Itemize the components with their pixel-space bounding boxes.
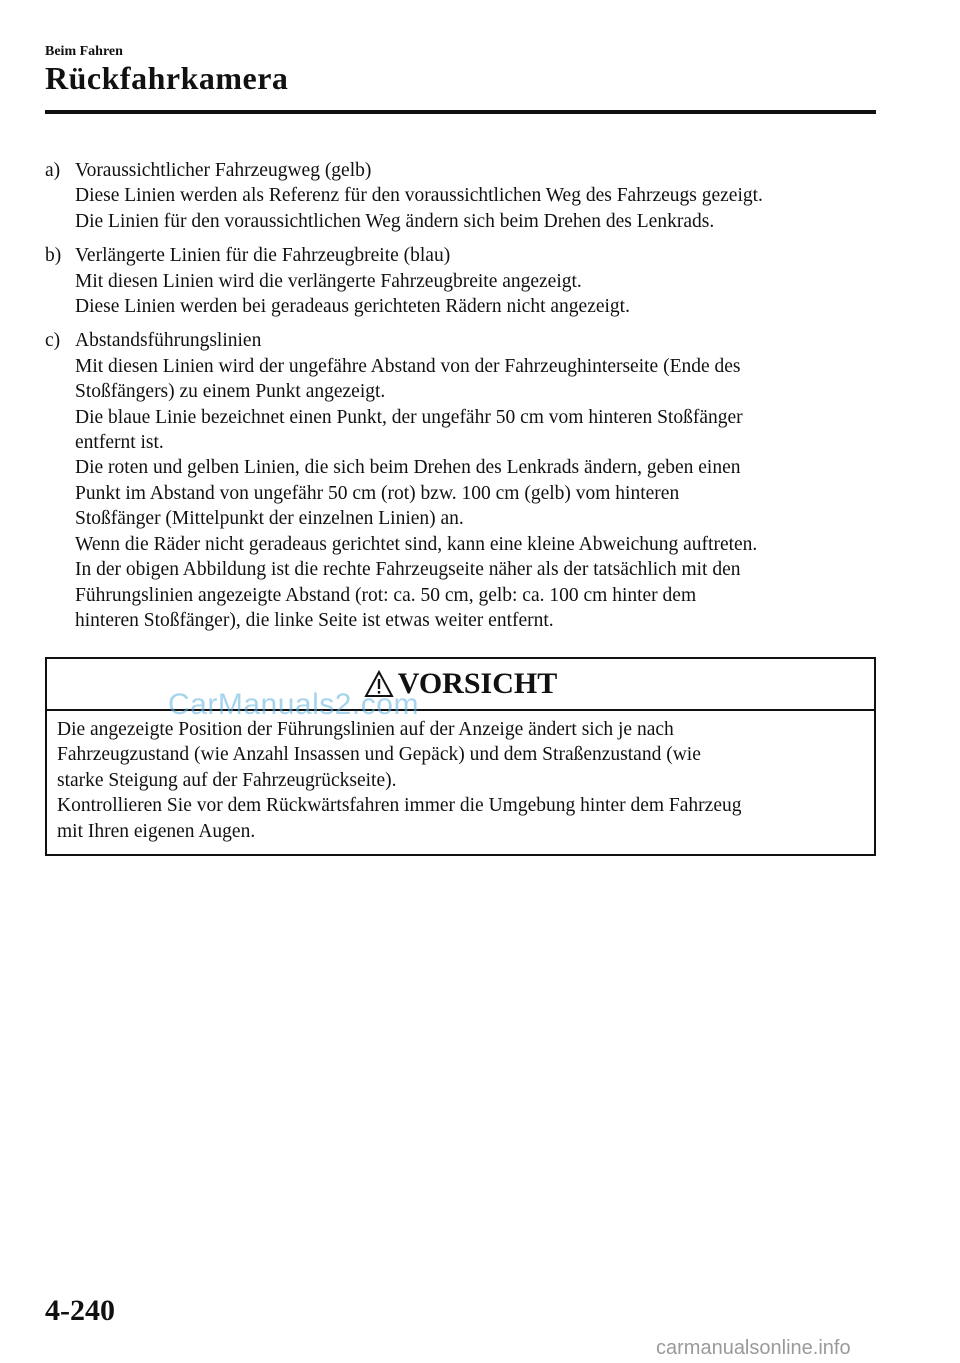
caution-line: starke Steigung auf der Fahrzeugrückseite). <box>57 769 397 791</box>
item-heading: Abstandsführungslinien <box>75 330 262 352</box>
item-line: Stoßfängers) zu einem Punkt angezeigt. <box>75 381 386 403</box>
item-marker: a) <box>45 160 61 181</box>
item-line: Mit diesen Linien wird die verlängerte Fahrzeugbreite angezeigt. <box>75 270 582 292</box>
title-rule <box>45 110 876 114</box>
caution-box <box>45 657 876 856</box>
list-item-c <box>45 328 885 633</box>
page-number: 4-240 <box>45 1294 115 1327</box>
item-line: Diese Linien werden als Referenz für den voraussichtlichen Weg des Fahrzeugs gezeigt. <box>75 185 763 207</box>
item-marker: c) <box>45 330 61 352</box>
caution-title: VORSICHT <box>397 667 558 700</box>
caution-line: Die angezeigte Position der Führungslinien auf der Anzeige ändert sich je nach <box>57 719 674 740</box>
section-label: Beim Fahren <box>45 44 123 59</box>
caution-line: Kontrollieren Sie vor dem Rückwärtsfahren immer die Umgebung hinter dem Fahrzeug <box>57 795 742 817</box>
list-item-a <box>45 158 885 234</box>
item-line: Punkt im Abstand von ungefähr 50 cm (rot) bzw. 100 cm (gelb) vom hinteren <box>75 482 680 504</box>
item-marker: b) <box>45 245 62 267</box>
item-line: Führungslinien angezeigte Abstand (rot: ca. 50 cm, gelb: ca. 100 cm hinter dem <box>75 584 697 606</box>
footer-watermark: carmanualsonline.info <box>656 1337 851 1359</box>
item-line: entfernt ist. <box>75 432 164 454</box>
item-heading: Verlängerte Linien für die Fahrzeugbreite (blau) <box>75 245 451 267</box>
item-line: Stoßfänger (Mittelpunkt der einzelnen Linien) an. <box>75 508 464 530</box>
item-line: Mit diesen Linien wird der ungefähre Abstand von der Fahrzeughinterseite (Ende des <box>75 355 741 377</box>
item-line: hinteren Stoßfänger), die linke Seite ist etwas weiter entfernt. <box>75 609 554 631</box>
item-line: In der obigen Abbildung ist die rechte Fahrzeugseite näher als der tatsächlich mit den <box>75 559 741 581</box>
item-line: Die roten und gelben Linien, die sich beim Drehen des Lenkrads ändern, geben einen <box>75 457 741 479</box>
watermark: CarManuals2.com <box>168 688 419 721</box>
caution-line: Fahrzeugzustand (wie Anzahl Insassen und Gepäck) und dem Straßenzustand (wie <box>57 744 701 766</box>
item-line: Die Linien für den voraussichtlichen Weg ändern sich beim Drehen des Lenkrads. <box>75 210 715 232</box>
item-list <box>45 158 885 642</box>
list-item-b <box>45 243 885 319</box>
caution-line: mit Ihren eigenen Augen. <box>57 820 256 842</box>
caution-body <box>47 711 874 844</box>
item-line: Die blaue Linie bezeichnet einen Punkt, der ungefähr 50 cm vom hinteren Stoßfänger <box>75 406 743 428</box>
item-line: Wenn die Räder nicht geradeaus gerichtet sind, kann eine kleine Abweichung auftreten. <box>75 533 758 555</box>
page-title: Rückfahrkamera <box>45 60 289 96</box>
item-heading: Voraussichtlicher Fahrzeugweg (gelb) <box>75 160 372 181</box>
item-line: Diese Linien werden bei geradeaus gerichteten Rädern nicht angezeigt. <box>75 296 630 318</box>
